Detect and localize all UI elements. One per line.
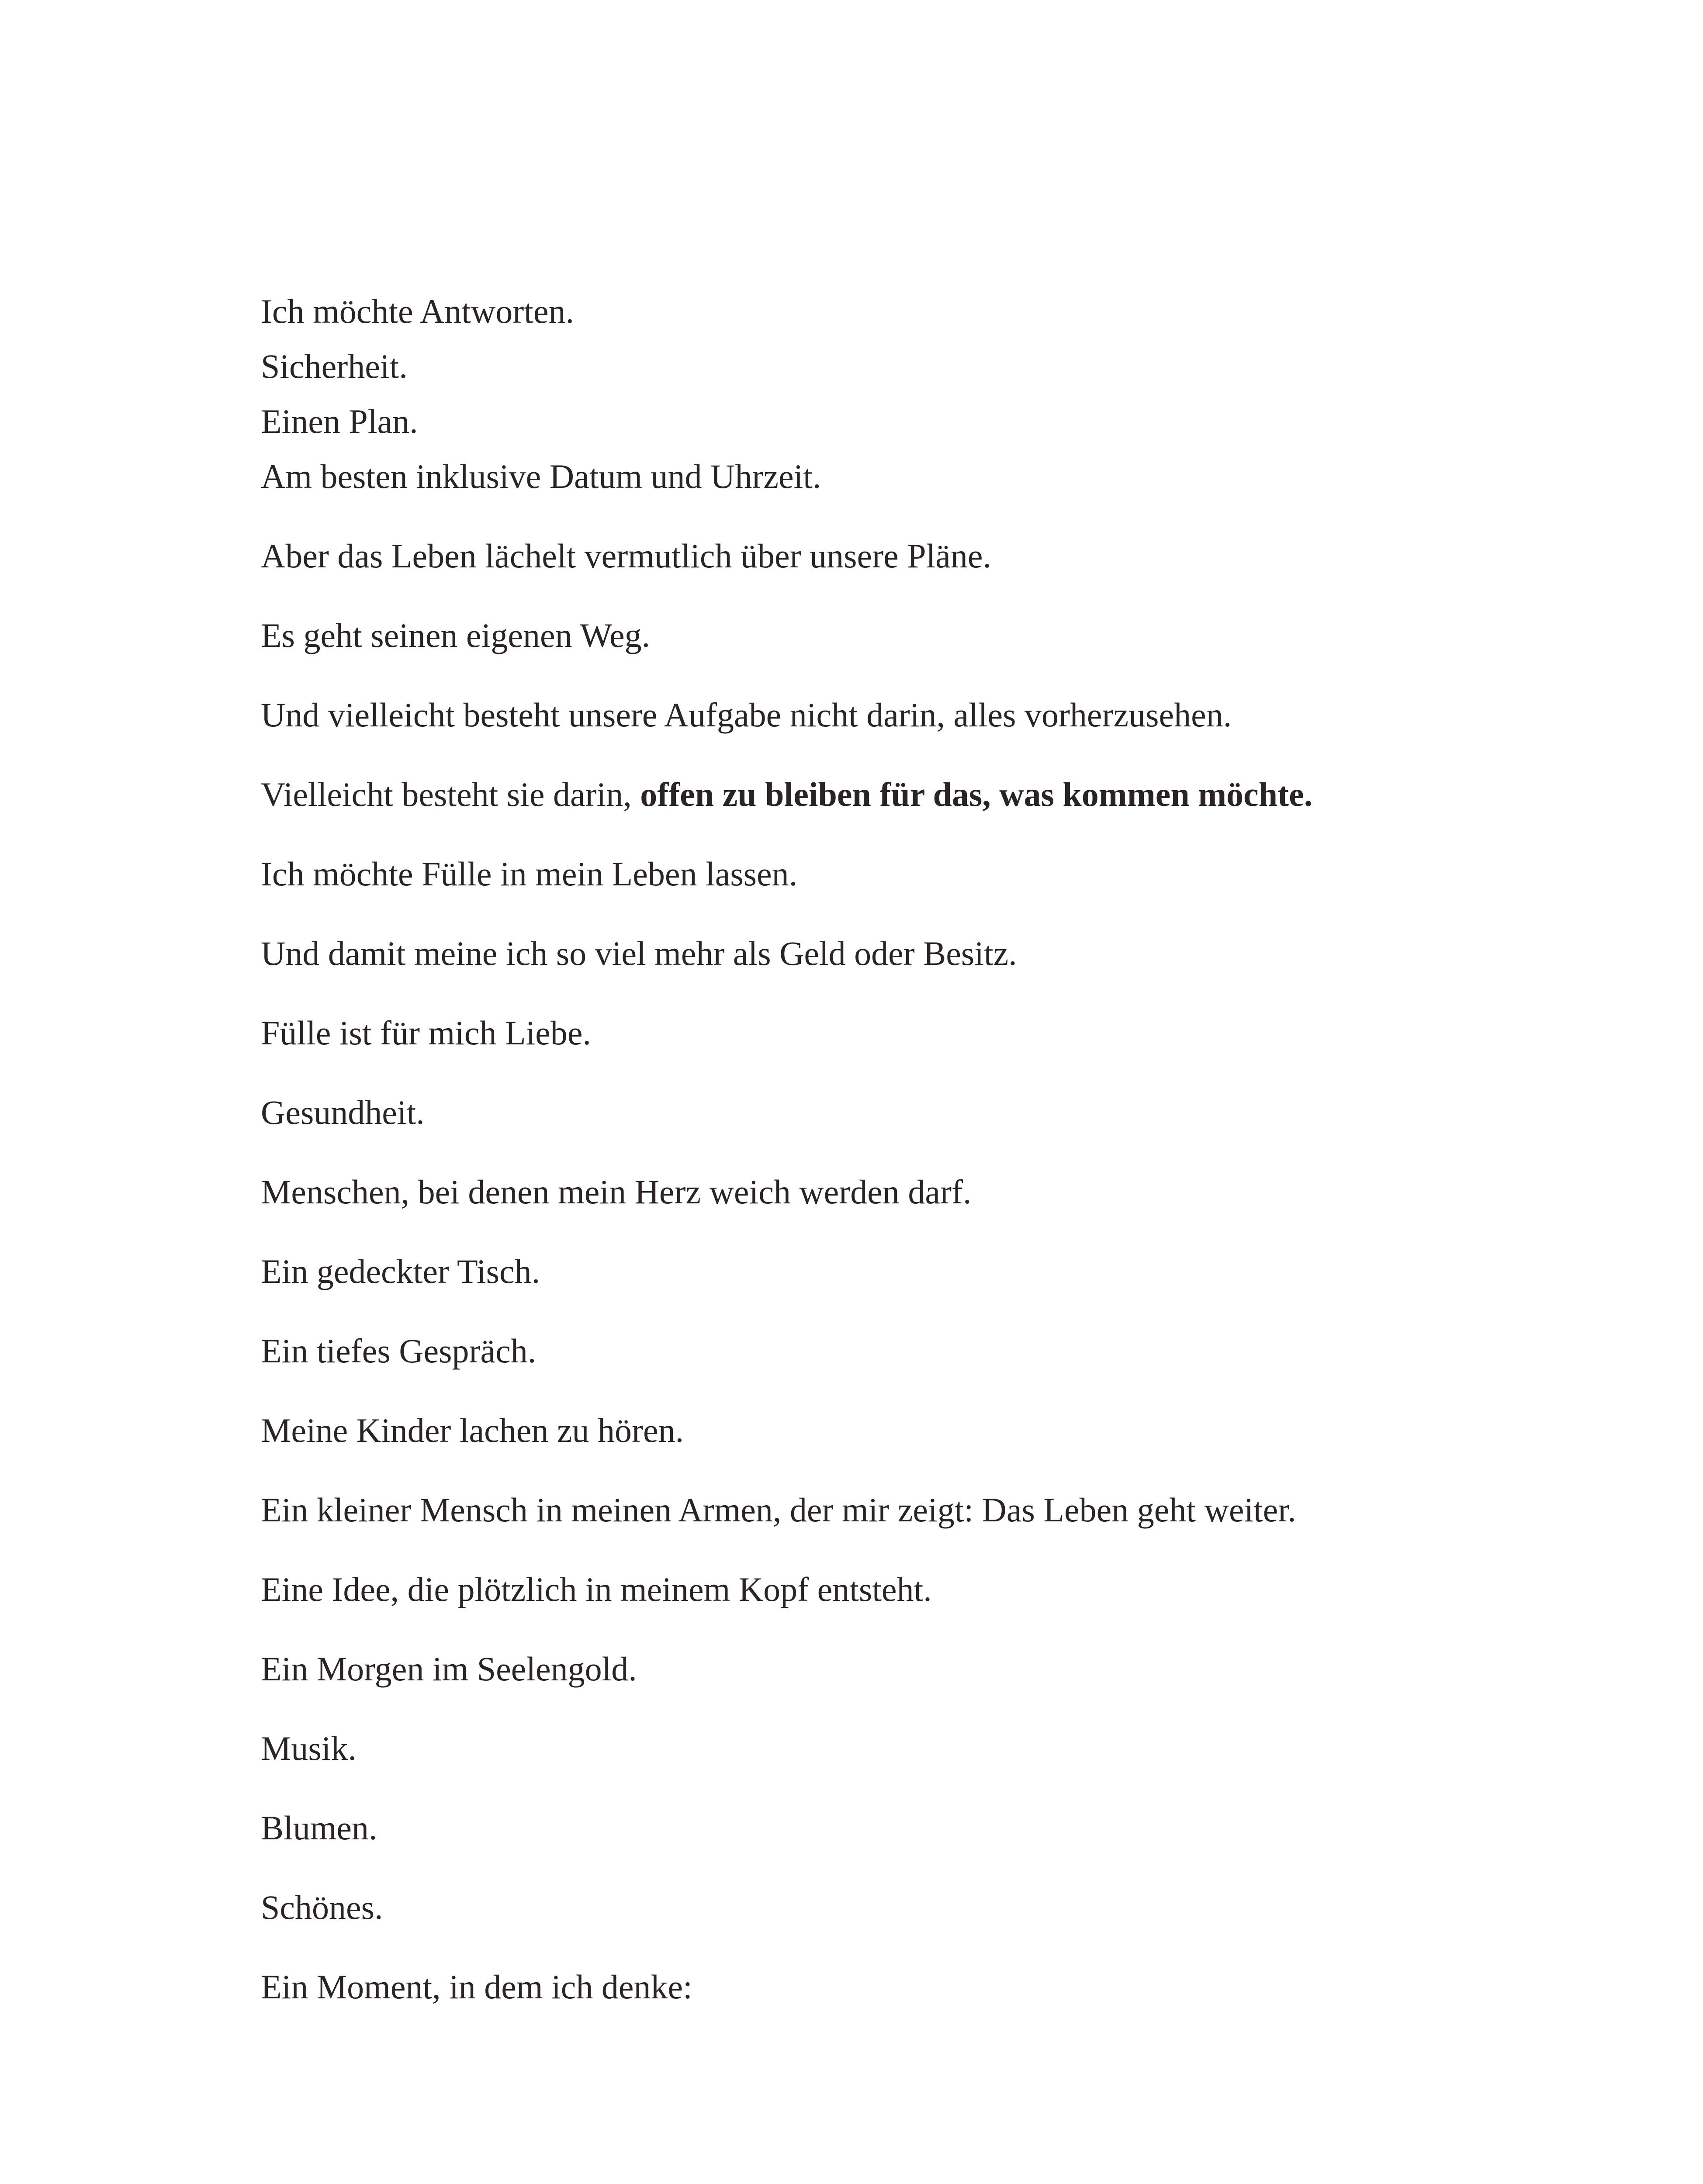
paragraph: Blumen. <box>261 1809 377 1847</box>
emphasis-plain-text: Vielleicht besteht sie darin, <box>261 775 640 813</box>
paragraph: Ein Moment, in dem ich denke: <box>261 1968 692 2006</box>
paragraph: Aber das Leben lächelt vermutlich über unsere Pläne. <box>261 537 992 575</box>
body-text <box>261 284 1615 2039</box>
paragraph: Gesundheit. <box>261 1093 425 1131</box>
paragraph: Und vielleicht besteht unsere Aufgabe nicht darin, alles vorherzusehen. <box>261 696 1232 734</box>
text-line: Sicherheit. <box>261 347 408 385</box>
emphasis-paragraph <box>261 767 1615 822</box>
opening-stanza <box>261 284 1615 504</box>
paragraph: Ein kleiner Mensch in meinen Armen, der mir zeigt: Das Leben geht weiter. <box>261 1491 1296 1529</box>
text-line: Am besten inklusive Datum und Uhrzeit. <box>261 457 821 495</box>
emphasis-bold-text: offen zu bleiben für das, was kommen möchte. <box>640 775 1313 813</box>
paragraph: Meine Kinder lachen zu hören. <box>261 1411 684 1449</box>
paragraph: Ich möchte Fülle in mein Leben lassen. <box>261 855 798 893</box>
paragraph: Menschen, bei denen mein Herz weich werden darf. <box>261 1173 972 1211</box>
paragraph: Ein tiefes Gespräch. <box>261 1332 537 1370</box>
text-line: Einen Plan. <box>261 402 418 440</box>
paragraph: Ein Morgen im Seelengold. <box>261 1650 637 1688</box>
text-line: Ich möchte Antworten. <box>261 292 574 330</box>
paragraph: Schönes. <box>261 1888 383 1926</box>
paragraph: Eine Idee, die plötzlich in meinem Kopf entsteht. <box>261 1570 932 1608</box>
paragraph: Ein gedeckter Tisch. <box>261 1252 540 1290</box>
paragraph: Es geht seinen eigenen Weg. <box>261 616 651 654</box>
paragraph: Und damit meine ich so viel mehr als Geld oder Besitz. <box>261 934 1017 972</box>
paragraph: Fülle ist für mich Liebe. <box>261 1014 592 1052</box>
paragraph: Musik. <box>261 1729 357 1767</box>
